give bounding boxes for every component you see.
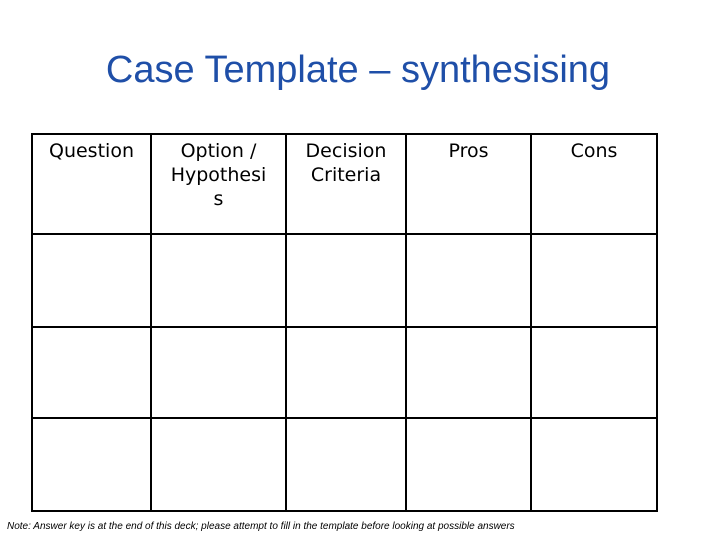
table-cell[interactable]: [531, 418, 657, 511]
header-label-decision-criteria: Decision Criteria: [305, 140, 387, 186]
header-row: [32, 134, 657, 234]
header-label-question: Question: [49, 140, 134, 162]
case-template-table: [31, 133, 658, 512]
table-cell[interactable]: [531, 327, 657, 418]
header-cell-decision-criteria: [286, 134, 406, 234]
header-cell-pros: [406, 134, 531, 234]
table-cell[interactable]: [32, 327, 151, 418]
table-cell[interactable]: [32, 418, 151, 511]
table-cell[interactable]: [286, 234, 406, 327]
header-label-cons: Cons: [570, 140, 618, 162]
slide-title: Case Template – synthesising: [105, 49, 611, 91]
table-cell[interactable]: [286, 418, 406, 511]
table-cell[interactable]: [531, 234, 657, 327]
table-cell[interactable]: [406, 327, 531, 418]
header-cell-option-hypothesis: [151, 134, 286, 234]
header-label-option-hypothesis: Option / Hypothesi s: [170, 140, 267, 210]
footnote: Note: Answer key is at the end of this deck; please attempt to fill in the template before looking at possible answers: [7, 521, 515, 532]
header-cell-question: [32, 134, 151, 234]
table-cell[interactable]: [286, 327, 406, 418]
table-row: [32, 327, 657, 418]
table-row: [32, 418, 657, 511]
table-cell[interactable]: [32, 234, 151, 327]
header-cell-cons: [531, 134, 657, 234]
table-cell[interactable]: [151, 327, 286, 418]
table-row: [32, 234, 657, 327]
table-cell[interactable]: [151, 418, 286, 511]
table-cell[interactable]: [151, 234, 286, 327]
table-cell[interactable]: [406, 418, 531, 511]
header-label-pros: Pros: [448, 140, 489, 162]
table-cell[interactable]: [406, 234, 531, 327]
